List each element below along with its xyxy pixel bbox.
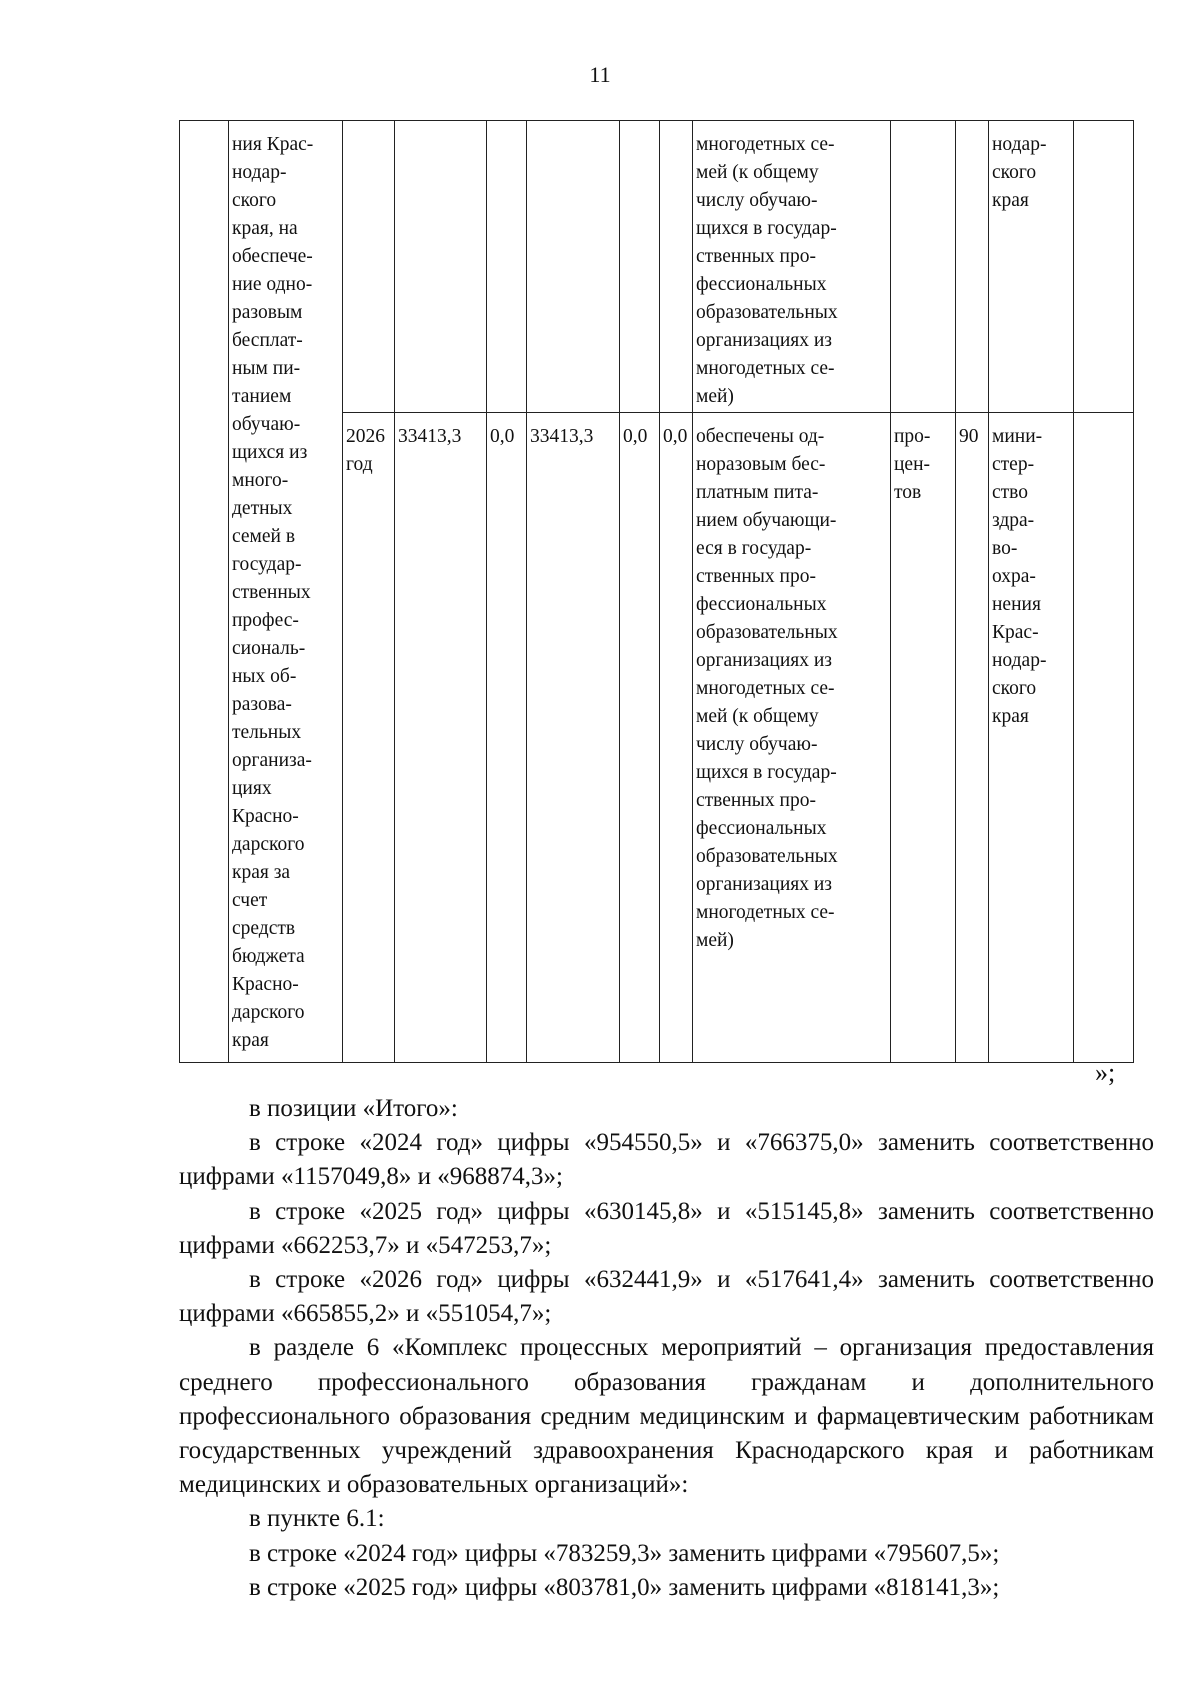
cell-responsible: нодар- ского края [989,121,1074,413]
cell-year [343,121,395,413]
cell-value [956,121,989,413]
cell-responsible: мини- стер- ство здра- во- охра- нения Крас- нодар- ского края [989,413,1074,1063]
paragraph: в строке «2024 год» цифры «783259,3» заменить цифрами «795607,5»; [249,1539,1000,1567]
cell-total: 33413,3 [395,413,487,1063]
cell-year: 2026 год [343,413,395,1063]
cell-indicator: многодетных се- мей (к общему числу обучаю- щихся в государ- ственных про- фессиональных образовательных организациях из многодетных се- мей) [693,121,891,413]
cell-regional [527,121,620,413]
page-number: 11 [589,62,611,87]
cell-indicator: обеспечены од- норазовым бес- платным пита- нием обучающи- еся в государ- ственных про- фессиональных образовательных организациях из многодетных се- мей (к общему числу обучаю- щихся в государ- ственных про- фессиональных образовательных организациях из многодетных се- мей) [693,413,891,1063]
paragraph: в строке «2026 год» цифры «632441,9» и «517641,4» заменить соответственно цифрами «665855,2» и «551054,7»; [179,1266,1154,1328]
cell-activity-name: ния Крас- нодар- ского края, на обеспече- ние одно- разовым бесплат- ным пи- танием обучаю- щихся из много- детных семей в государ- ственных профес- сиональ- ных об- разова- тельных организа- циях Красно- дарского края за счет средств бюджета Красно- дарского края [229,121,343,1063]
paragraph: в позиции «Итого»: [249,1095,458,1122]
program-table [179,120,1134,1063]
cell-other [660,121,693,413]
cell-value: 90 [956,413,989,1063]
cell-federal [487,121,527,413]
cell-unit [891,121,956,413]
paragraph: в строке «2024 год» цифры «954550,5» и «766375,0» заменить соответственно цифрами «1157049,8» и «968874,3»; [179,1129,1154,1191]
cell-total [395,121,487,413]
cell-other: 0,0 [660,413,693,1063]
paragraph: в пункте 6.1: [249,1505,385,1533]
paragraph: в разделе 6 «Комплекс процессных мероприятий – организация предоставления среднего профессионального образования гражданам и дополнительного профессионального образования средним медицинским и фармацевтическим работникам государственных учреждений здравоохранения Краснодарского края и работникам медицинских и образовательных организаций»: [179,1334,1154,1499]
cell-federal: 0,0 [487,413,527,1063]
amendment-text [179,1092,1154,1605]
cell-number [180,121,229,1063]
cell-extra [1074,121,1134,413]
cell-unit: про- цен- тов [891,413,956,1063]
cell-extra [1074,413,1134,1063]
cell-local: 0,0 [620,413,660,1063]
closing-quote-mark: »; [1095,1058,1116,1087]
cell-regional: 33413,3 [527,413,620,1063]
cell-local [620,121,660,413]
paragraph: в строке «2025 год» цифры «803781,0» заменить цифрами «818141,3»; [249,1573,1000,1601]
paragraph: в строке «2025 год» цифры «630145,8» и «515145,8» заменить соответственно цифрами «662253,7» и «547253,7»; [179,1197,1154,1259]
table-row [180,121,1134,413]
